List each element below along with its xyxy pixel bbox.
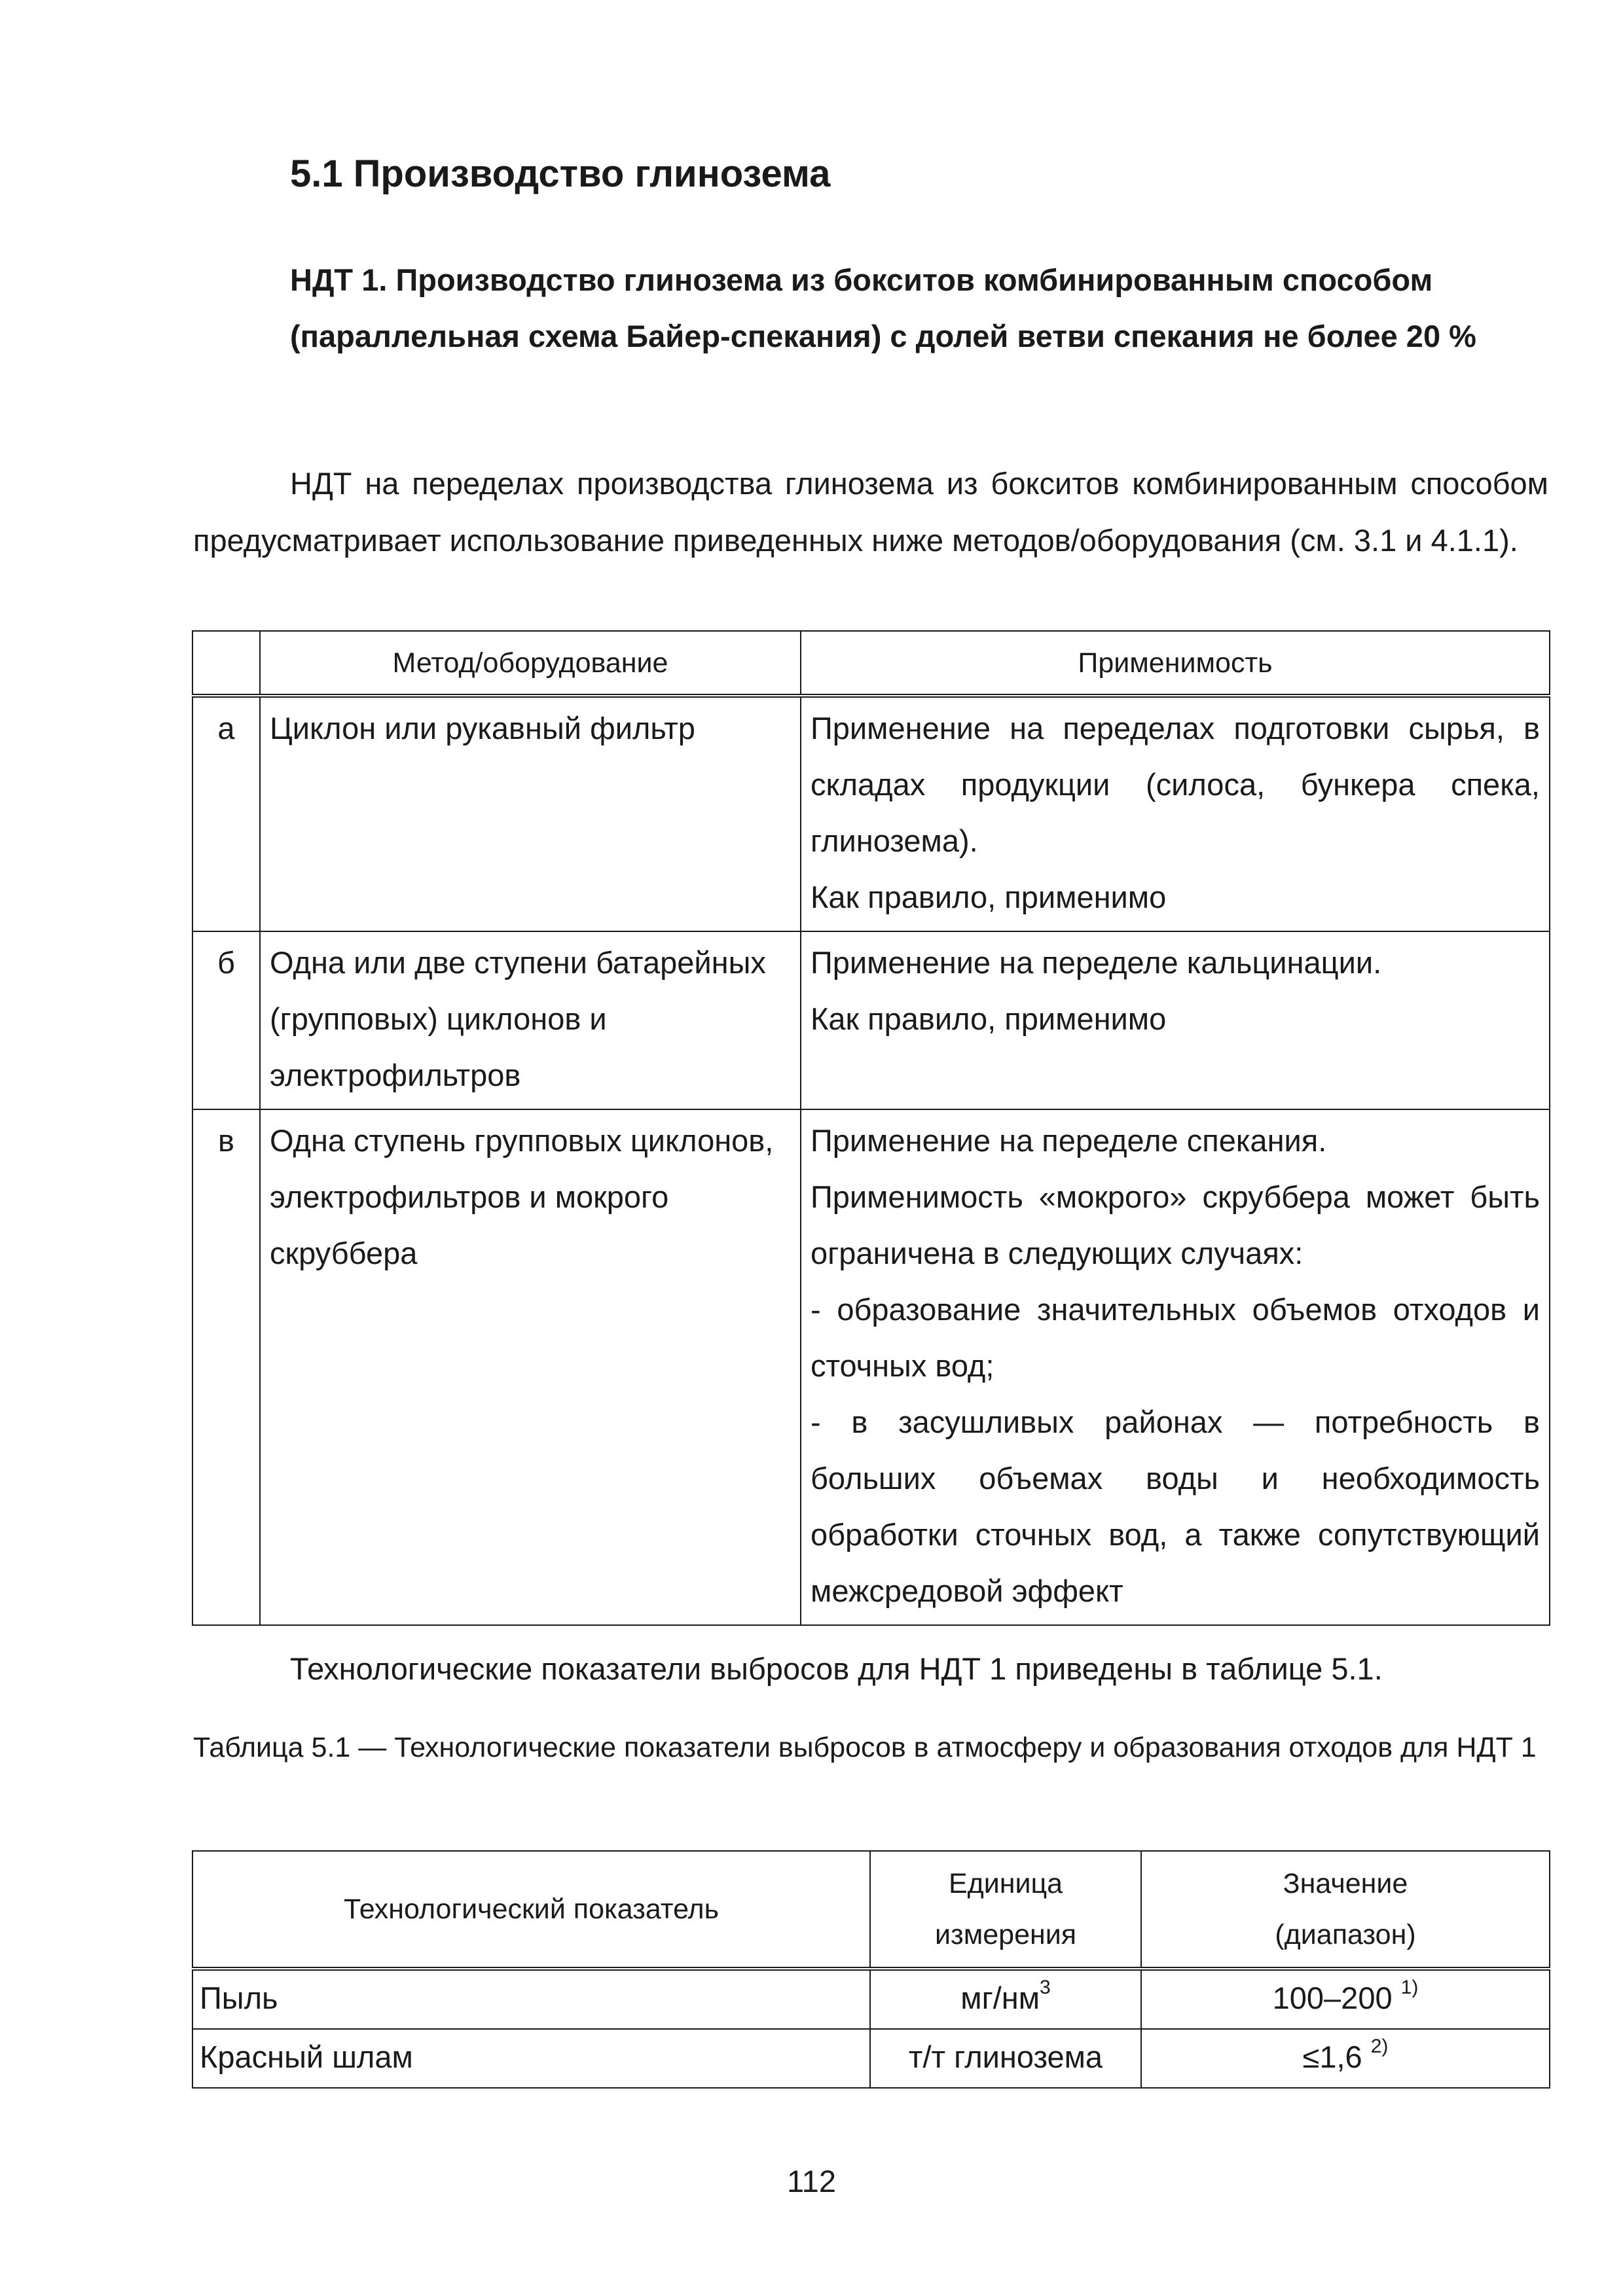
row-letter: б [192,931,260,1109]
indicators-table-header [192,1851,1550,1969]
applicability-line: Применение на переделе спекания. [811,1123,1327,1158]
table-reference-paragraph: Технологические показатели выбросов для НДТ 1 приведены в таблице 5.1. [290,1651,1383,1686]
applicability-line: Применимость «мокрого» скруббера может быть ограничена в следующих случаях: [811,1179,1540,1270]
row-applicability [801,931,1550,1109]
header-value-line2: (диапазон) [1275,1919,1416,1950]
table-row [192,931,1550,1109]
header-value-line1: Значение [1283,1868,1408,1899]
row-value [1141,1969,1550,2029]
page-number: 112 [787,2164,836,2198]
applicability-line: Как правило, применимо [811,880,1167,914]
applicability-line: Как правило, применимо [811,1001,1167,1036]
methods-table [192,630,1550,1626]
row-applicability [801,696,1550,931]
methods-table-header [192,631,1550,696]
applicability-line: - образование значительных объемов отходов и сточных вод; [811,1292,1540,1383]
row-letter: в [192,1109,260,1625]
header-value [1141,1851,1550,1969]
table-row [192,1109,1550,1625]
header-unit-line1: Единица [948,1868,1063,1899]
table-row [192,696,1550,931]
header-indicator: Технологический показатель [192,1851,870,1969]
row-indicator: Пыль [192,1969,870,2029]
table-row [192,1969,1550,2029]
applicability-line: Применение на переделах подготовки сырья, в складах продукции (силоса, бункера спека, глинозема). [811,711,1540,858]
unit-superscript: 3 [1040,1977,1051,1999]
row-method: Одна ступень групповых циклонов, электрофильтров и мокрого скруббера [260,1109,801,1625]
value-text: 100–200 [1272,1981,1393,2015]
row-applicability [801,1109,1550,1625]
applicability-line: Применение на переделе кальцинации. [811,945,1382,980]
header-unit [870,1851,1141,1969]
intro-paragraph: НДТ на переделах производства глинозема из бокситов комбинированным способом предусматривает использование приведенных ниже методов/оборудования (см. 3.1 и 4.1.1). [193,466,1548,558]
row-value [1141,2029,1550,2088]
row-unit [870,2029,1141,2088]
unit-text: т/т глинозема [908,2039,1103,2074]
row-method: Циклон или рукавный фильтр [260,696,801,931]
header-num [192,631,260,696]
header-method: Метод/оборудование [260,631,801,696]
value-text: ≤1,6 [1302,2039,1362,2074]
row-letter: а [192,696,260,931]
header-applicability: Применимость [801,631,1550,696]
row-unit [870,1969,1141,2029]
value-footnote: 2) [1370,2036,1389,2058]
header-unit-line2: измерения [934,1919,1077,1950]
table-row [192,2029,1550,2088]
table-caption: Таблица 5.1 — Технологические показатели выбросов в атмосферу и образования отходов для НДТ 1 [193,1732,1537,1763]
ndt-heading: НДТ 1. Производство глинозема из бокситов комбинированным способом (параллельная схема Байер-спекания) с долей ветви спекания не более 20 % [290,262,1476,353]
applicability-line: - в засушливых районах — потребность в больших объемах воды и необходимость обработки сточных вод, а также сопутствующий межсредовой эффект [811,1405,1540,1608]
value-footnote: 1) [1400,1977,1419,1999]
section-title: 5.1 Производство глинозема [290,152,831,195]
indicators-table [192,1850,1550,2089]
row-method: Одна или две ступени батарейных (групповых) циклонов и электрофильтров [260,931,801,1109]
unit-text: мг/нм [960,1981,1040,2015]
row-indicator: Красный шлам [192,2029,870,2088]
